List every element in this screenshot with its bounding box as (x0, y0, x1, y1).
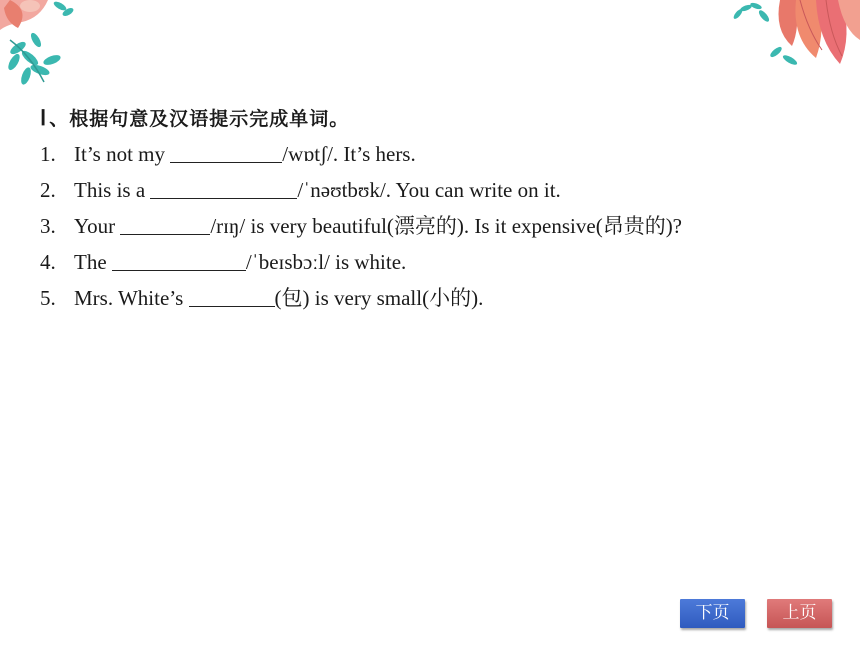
next-page-button[interactable]: 下页 (680, 599, 745, 628)
section-instruction: 、根据句意及汉语提示完成单词。 (49, 108, 350, 130)
floral-decoration-top-left-icon (0, 0, 90, 95)
question-4 (40, 248, 406, 276)
question-text-after: /ˈnəʊtbʊk/. You can write on it. (297, 178, 561, 202)
question-text-after: (包) is very small(小的). (274, 286, 484, 310)
question-1 (40, 140, 416, 168)
question-2 (40, 176, 561, 204)
section-numeral: Ⅰ (40, 106, 48, 130)
previous-page-button[interactable]: 上页 (767, 599, 832, 628)
answer-blank[interactable] (170, 142, 282, 163)
question-text-after: /rɪŋ/ is very beautiful(漂亮的). Is it expensive(昂贵的)? (210, 214, 683, 238)
question-number: 2. (40, 178, 56, 202)
answer-blank[interactable] (112, 250, 246, 271)
section-heading (40, 104, 349, 131)
floral-decoration-top-right-icon (730, 0, 860, 72)
answer-blank[interactable] (120, 214, 210, 235)
question-number: 4. (40, 250, 56, 274)
question-number: 1. (40, 142, 56, 166)
question-number: 3. (40, 214, 56, 238)
answer-blank[interactable] (189, 286, 275, 307)
question-text-before: Your (74, 214, 116, 238)
question-3 (40, 212, 682, 240)
question-5 (40, 284, 483, 312)
question-text-after: /ˈbeɪsbɔːl/ is white. (245, 250, 407, 274)
question-number: 5. (40, 286, 56, 310)
question-text-before: This is a (74, 178, 146, 202)
question-text-before: The (74, 250, 107, 274)
question-text-before: Mrs. White’s (74, 286, 184, 310)
question-text-before: It’s not my (74, 142, 166, 166)
answer-blank[interactable] (150, 178, 297, 199)
question-text-after: /wɒtʃ/. It’s hers. (282, 142, 416, 166)
